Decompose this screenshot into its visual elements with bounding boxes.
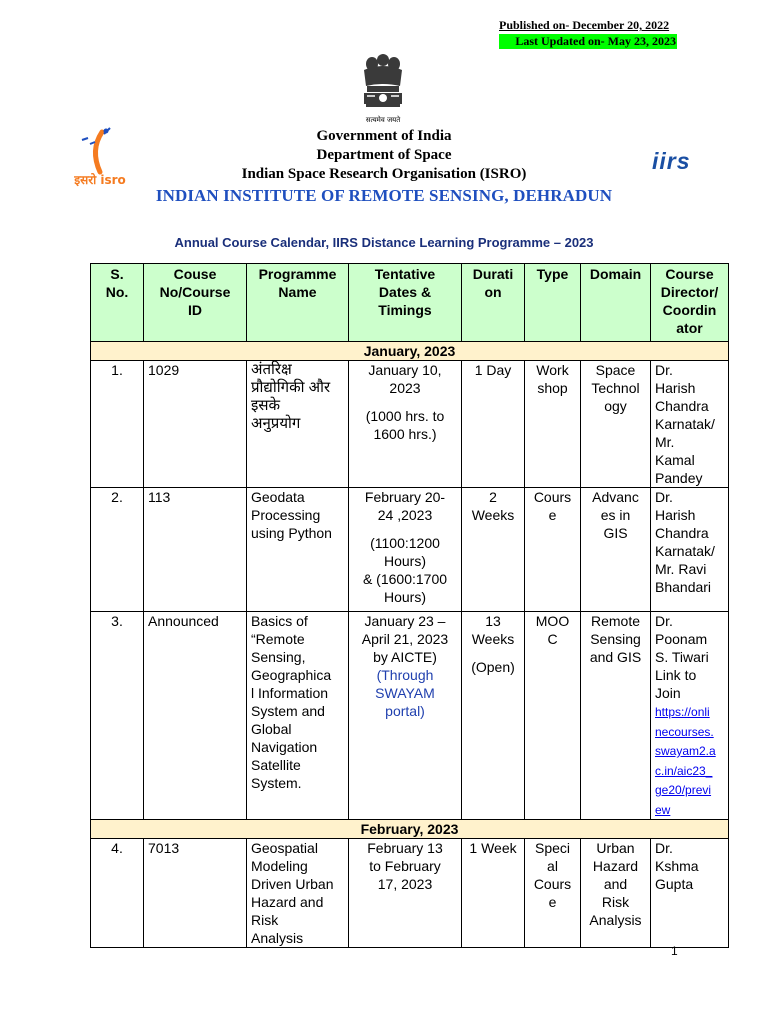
programme-cell: Geodata Processing using Python [247, 488, 349, 612]
course-id-cell: 7013 [144, 839, 247, 948]
month-label: February, 2023 [91, 820, 729, 839]
header-course-id: Couse No/Course ID [144, 264, 247, 342]
institute-name: INDIAN INSTITUTE OF REMOTE SENSING, DEHRADUN [155, 186, 613, 205]
month-row-january [91, 342, 729, 361]
iirs-logo: iirs [652, 148, 691, 174]
dates-cell: February 13 to February 17, 2023 [349, 839, 462, 948]
course-calendar-table [90, 263, 729, 948]
director-cell: Dr. Kshma Gupta [651, 839, 729, 948]
course-id-cell: 113 [144, 488, 247, 612]
type-cell: Speci al Cours e [525, 839, 581, 948]
domain-cell: Urban Hazard and Risk Analysis [581, 839, 651, 948]
domain-cell: Advanc es in GIS [581, 488, 651, 612]
month-row-february [91, 820, 729, 839]
header-domain: Domain [581, 264, 651, 342]
last-updated-highlight [499, 34, 677, 49]
director-cell: Dr. Poonam S. Tiwari Link to Join https://onli necourses. swayam2.a c.in/aic23_ ge20/previ ew [651, 612, 729, 820]
director-cell: Dr. Harish Chandra Karnatak/ Mr. Kamal Pandey [651, 361, 729, 488]
page-number: 1 [671, 944, 678, 958]
table-header-row [91, 264, 729, 342]
header-programme: Programme Name [247, 264, 349, 342]
dates-cell: February 20- 24 ,2023 (1100:1200 Hours) & (1600:1700 Hours) [349, 488, 462, 612]
duration-cell: 1 Day [462, 361, 525, 488]
published-date: Published on- December 20, 2022 [499, 18, 670, 32]
isro-name: Indian Space Research Organisation (ISRO) [241, 166, 527, 182]
type-cell: Cours e [525, 488, 581, 612]
domain-cell: Remote Sensing and GIS [581, 612, 651, 820]
header-dates: Tentative Dates & Timings [349, 264, 462, 342]
header-director: Course Director/ Coordin ator [651, 264, 729, 342]
sno-cell: 1. [91, 361, 144, 488]
table-row [91, 488, 729, 612]
swayam-course-link[interactable]: https://onli necourses. swayam2.a c.in/aic23_ ge20/previ ew [655, 705, 716, 817]
dates-cell: January 23 – April 21, 2023 by AICTE) (Through SWAYAM portal) [349, 612, 462, 820]
table-row [91, 612, 729, 820]
govt-of-india: Government of India [316, 128, 452, 144]
emblem-icon [355, 52, 411, 126]
sno-cell: 2. [91, 488, 144, 612]
table-row [91, 839, 729, 948]
department-of-space: Department of Space [316, 147, 452, 163]
domain-cell: Space Technol ogy [581, 361, 651, 488]
course-id-cell: Announced [144, 612, 247, 820]
duration-cell: 13 Weeks (Open) [462, 612, 525, 820]
type-cell: Work shop [525, 361, 581, 488]
table-row [91, 361, 729, 488]
dates-cell: January 10, 2023 (1000 hrs. to 1600 hrs.) [349, 361, 462, 488]
type-cell: MOO C [525, 612, 581, 820]
sno-cell: 3. [91, 612, 144, 820]
last-updated-date: Last Updated on- May 23, 2023 [515, 34, 676, 48]
isro-logo-text: इसरो isro [74, 173, 126, 187]
programme-cell: अंतरिक्ष प्रौद्योगिकी और इसके अनुप्रयोग [247, 361, 349, 488]
duration-cell: 2 Weeks [462, 488, 525, 612]
programme-cell: Geospatial Modeling Driven Urban Hazard and Risk Analysis [247, 839, 349, 948]
national-emblem [355, 52, 411, 126]
month-label: January, 2023 [91, 342, 729, 361]
course-id-cell: 1029 [144, 361, 247, 488]
header-duration: Durati on [462, 264, 525, 342]
duration-cell: 1 Week [462, 839, 525, 948]
header-type: Type [525, 264, 581, 342]
programme-cell: Basics of “Remote Sensing, Geographica l Information System and Global Navigation Satellite System. [247, 612, 349, 820]
calendar-title: Annual Course Calendar, IIRS Distance Learning Programme – 2023 [174, 235, 594, 250]
sno-cell: 4. [91, 839, 144, 948]
emblem-motto: सत्यमेव जयते [365, 116, 401, 124]
swayam-note: (Through SWAYAM portal) [375, 667, 435, 719]
header-sno: S. No. [91, 264, 144, 342]
director-cell: Dr. Harish Chandra Karnatak/ Mr. Ravi Bhandari [651, 488, 729, 612]
